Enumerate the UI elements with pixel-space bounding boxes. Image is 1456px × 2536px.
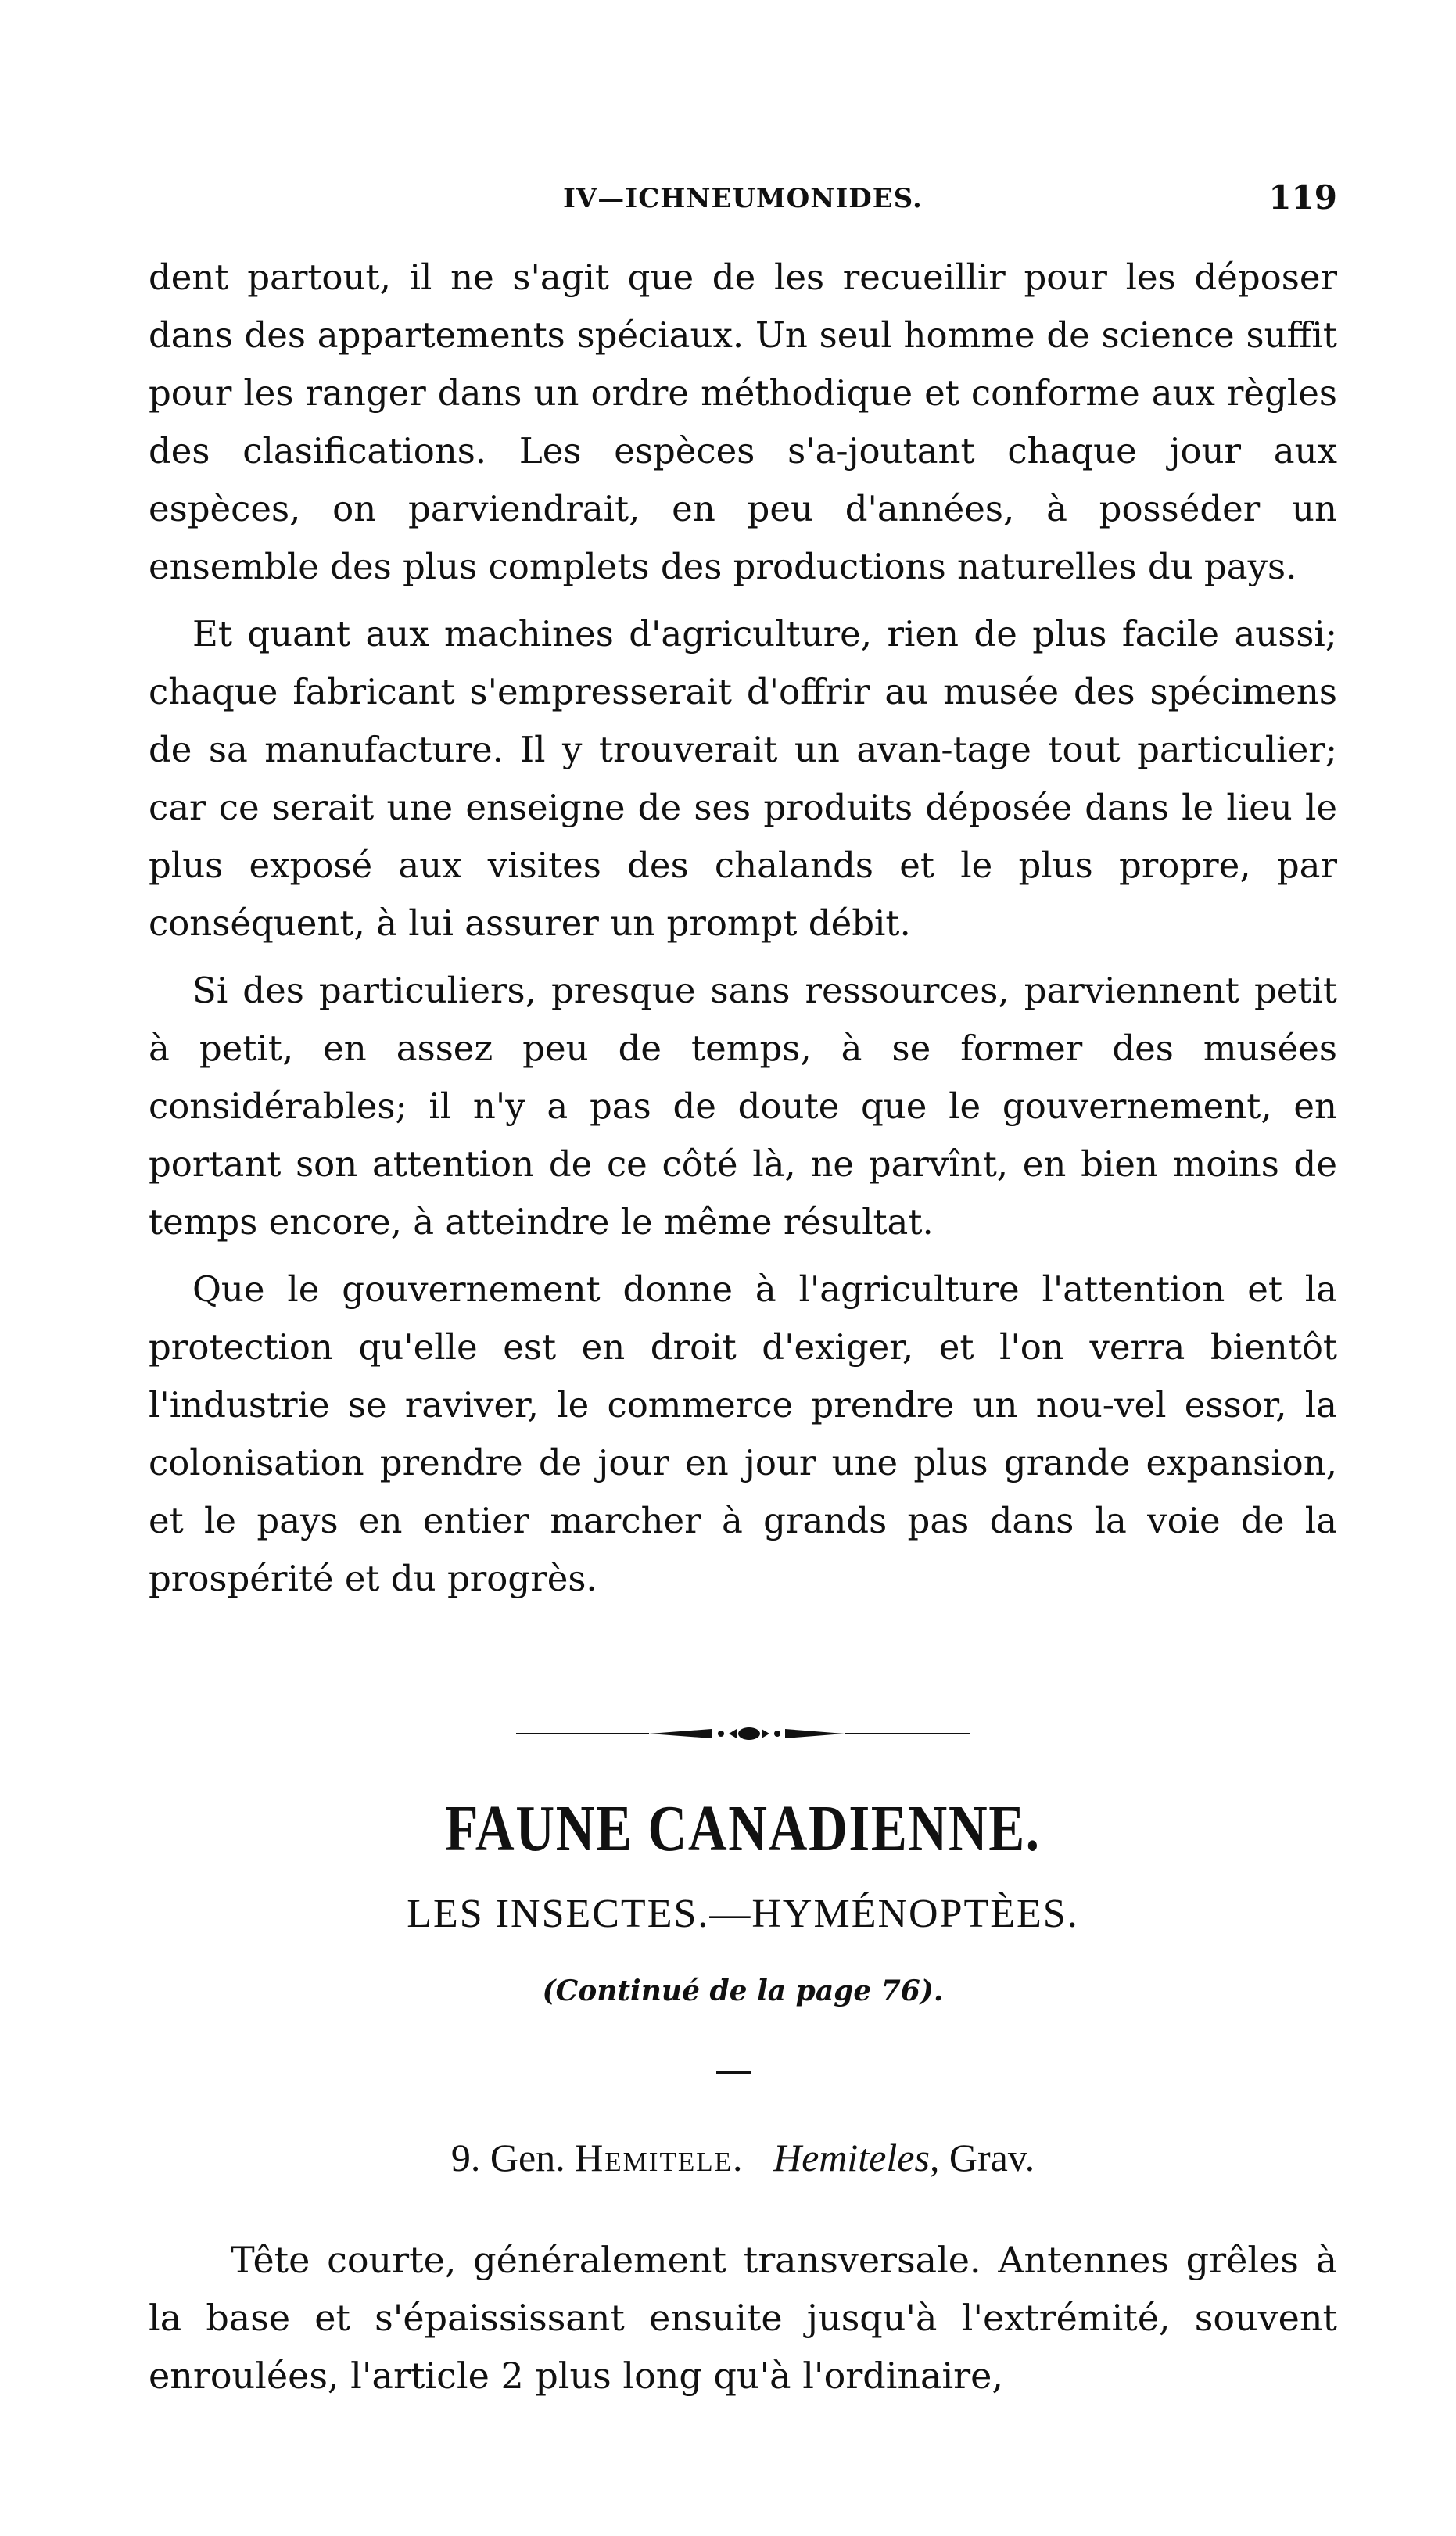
ornamental-divider [516,1724,970,1743]
genus-latin-name: Hemiteles, [773,2136,940,2179]
short-rule-divider [716,2071,751,2074]
running-head [149,178,1337,225]
genus-author: Grav. [949,2136,1035,2179]
genus-heading [149,2135,1337,2180]
paragraph-machines: Et quant aux machines d'agriculture, rien de plus facile aussi; chaque fabricant s'empresserait d'offrir au musée des spécimens de sa manufacture. Il y trouverait un avan-tage tout particulier; car ce serait une enseigne de ses produits déposée dans le lieu le plus exposé aux visites des chalands et le plus propre, par conséquent, à lui assurer un prompt débit. [149,613,1337,944]
section-subtitle: LES INSECTES.—HYMÉNOPTÈES. [407,1892,1079,1936]
genus-description: Tête courte, généralement transversale. Antennes grêles à la base et s'épaississant ensuite jusqu'à l'extrémité, souvent enroulées, l'article 2 plus long qu'à l'ordinaire, [149,2239,1337,2397]
genus-name: Hemitele. [575,2136,744,2179]
paragraph-continuation: dent partout, il ne s'agit que de les recueillir pour les déposer dans des appartements spéciaux. Un seul homme de science suffit pour les ranger dans un ordre méthodique et conforme aux règles des clasifications. Les espèces s'a-joutant chaque jour aux espèces, on parviendrait, en peu d'années, à posséder un ensemble des plus complets des productions naturelles du pays. [149,256,1337,587]
genus-number: 9. Gen. [450,2136,565,2179]
page-number: 119 [1268,178,1337,217]
running-title: IV—ICHNEUMONIDES. [563,183,923,214]
paragraph-gouvernement: Que le gouvernement donne à l'agriculture l'attention et la protection qu'elle est en droit d'exiger, et l'on verra bientôt l'industrie se raviver, le commerce prendre un nou-vel essor, la colonisation prendre de jour en jour une plus grande expansion, et le pays en entier marcher à grands pas dans la voie de la prospérité et du progrès. [149,1268,1337,1599]
section-title: FAUNE CANADIENNE. [445,1792,1041,1865]
paragraph-particuliers: Si des particuliers, presque sans ressources, parviennent petit à petit, en assez peu de temps, à se former des musées considérables; il n'y a pas de doute que le gouvernement, en portant son attention de ce côté là, ne parvînt, en bien moins de temps encore, à atteindre le même résultat. [149,970,1337,1243]
body-text [149,249,1337,1617]
continued-note: (Continué de la page 76). [542,1975,944,2007]
